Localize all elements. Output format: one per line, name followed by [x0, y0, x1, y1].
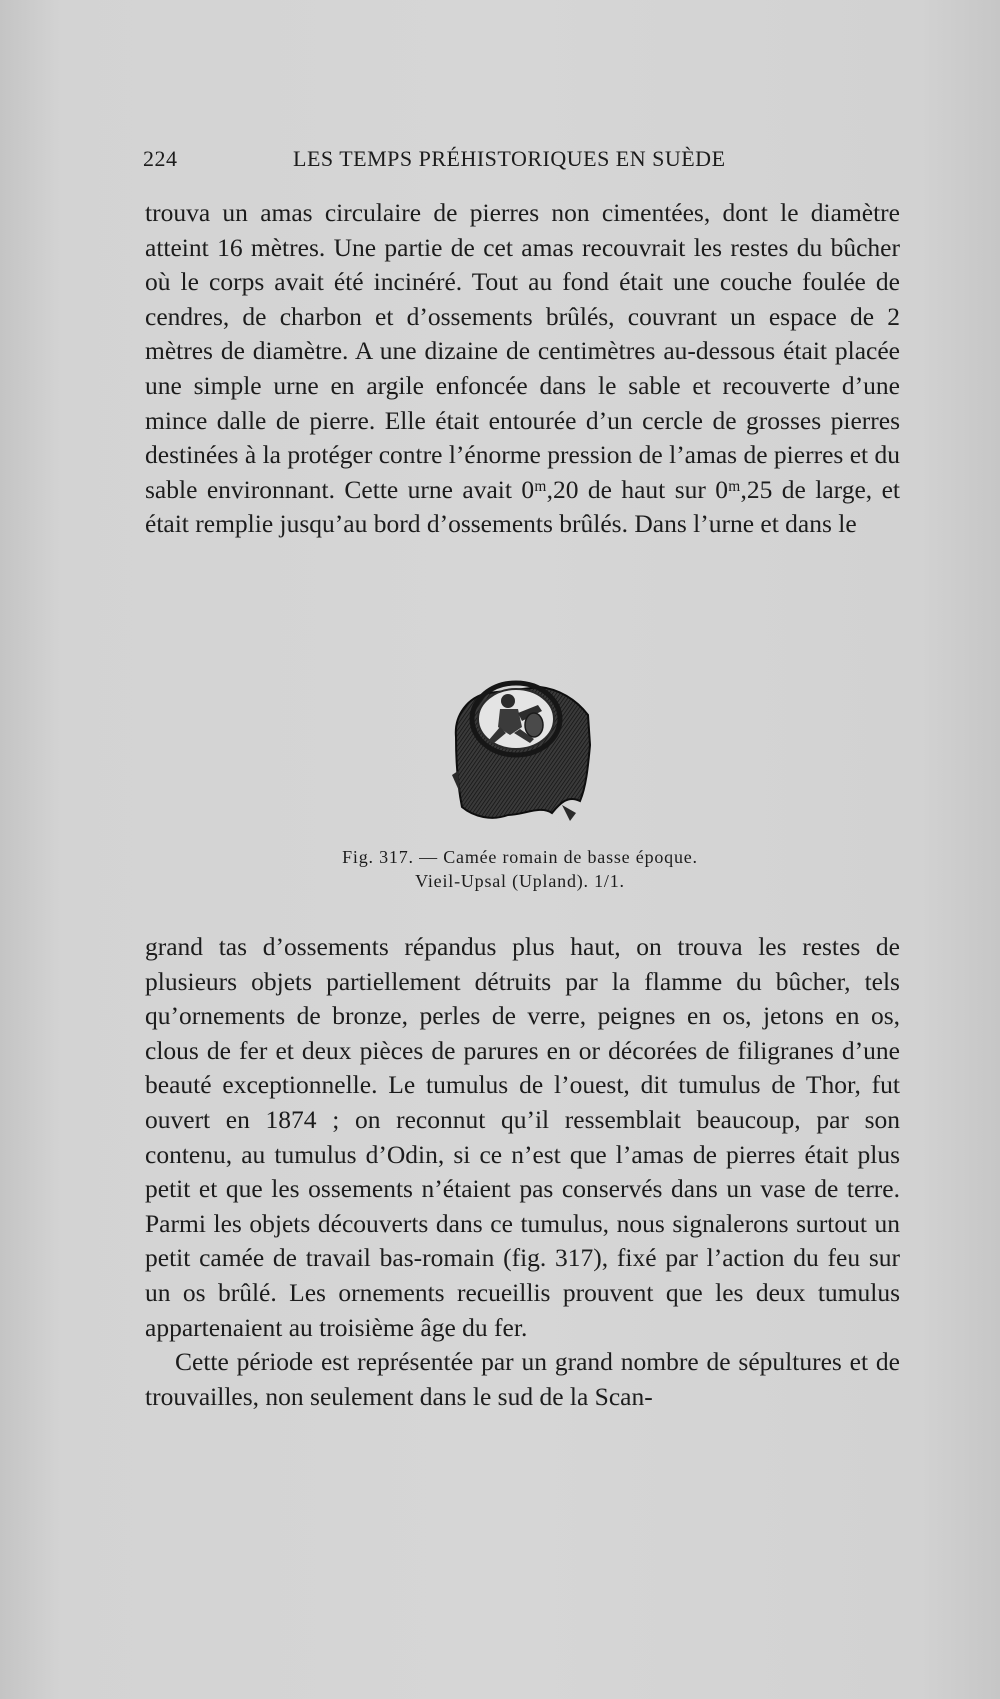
body-text-top	[145, 196, 900, 542]
caption-line-1: Fig. 317. — Camée romain de basse époque.	[342, 847, 698, 867]
paragraph-1: grand tas d’ossements répandus plus haut, on trouva les restes de plusieurs objets partiellement détruits par la flamme du bûcher, tels qu’ornements de bronze, perles de verre, peignes en os, jetons en os, clous de fer et deux pièces de parures en or décorées de filigranes d’une beauté exceptionnelle. Le tumulus de l’ouest, dit tumulus de Thor, fut ouvert en 1874 ; on reconnut qu’il ressemblait beaucoup, par son contenu, au tumulus d’Odin, si ce n’est que l’amas de pierres était plus petit et que les ossements n’étaient pas conservés dans un vase de terre. Parmi les objets découverts dans ce tumulus, nous signalerons surtout un petit camée de travail bas-romain (fig. 317), fixé par l’action du feu sur un os brûlé. Les ornements recueillis prouvent que les deux tumulus appartenaient au troisième âge du fer.	[145, 932, 900, 1342]
cameo-illustration	[448, 675, 596, 835]
caption-line-2: Vieil-Upsal (Upland). 1/1.	[415, 871, 625, 891]
paragraph-continued: trouva un amas circulaire de pierres non cimentées, dont le diamètre atteint 16 mètres. Une partie de cet amas recouvrait les restes du bûcher où le corps avait été incinéré. Tout au fond était une couche foulée de cendres, de charbon et d’ossements brûlés, couvrant un espace de 2 mètres de diamètre. A une dizaine de centimètres au-dessous était placée une simple urne en argile enfoncée dans le sable et recouverte d’une mince dalle de pierre. Elle était entourée d’un cercle de grosses pierres destinées à la protéger contre l’énorme pression de l’amas de pierres et du sable environnant. Cette urne avait 0ᵐ,20 de haut sur 0ᵐ,25 de large, et était remplie jusqu’au bord d’ossements brûlés. Dans l’urne et dans le	[145, 198, 900, 539]
running-title: LES TEMPS PRÉHISTORIQUES EN SUÈDE	[293, 146, 726, 171]
page-number: 224	[143, 146, 178, 171]
figure-caption	[200, 845, 840, 893]
cameo-figure	[448, 675, 596, 835]
paragraph-2: Cette période est représentée par un grand nombre de sépultures et de trouvailles, non seulement dans le sud de la Scan-	[145, 1347, 900, 1411]
body-text-bottom	[145, 930, 900, 1414]
